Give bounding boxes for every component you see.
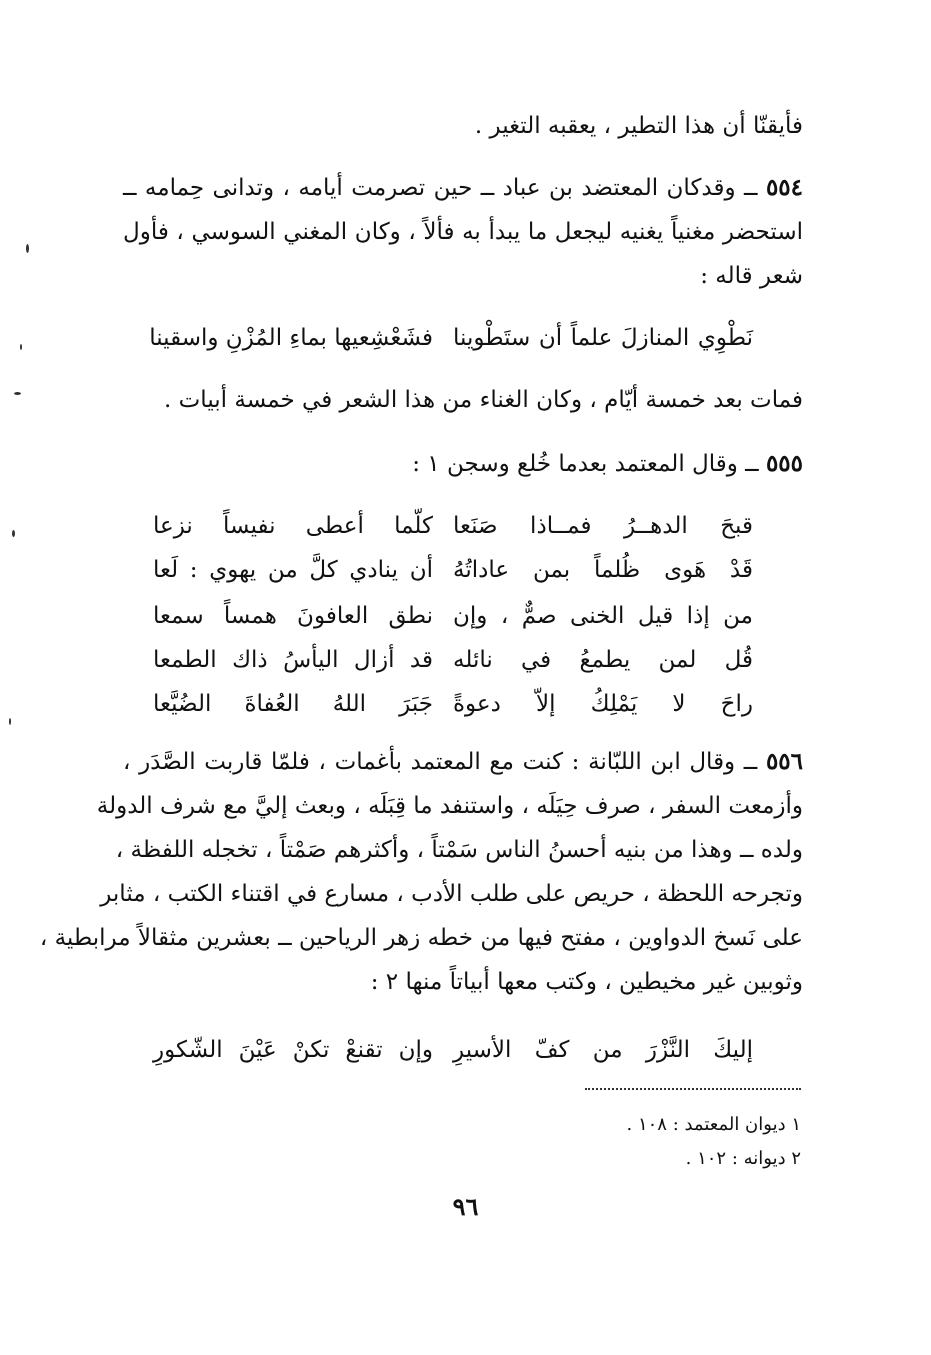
text-line-7: ٥٥٦ ــ وقال ابن اللبّانة : كنت مع المعتمد بأغمات ، فلمّا قاربت الصَّدَر ، bbox=[123, 748, 803, 775]
text-line-12: وثوبين غير مخيطين ، وكتب معها أبياتاً منها ٢ : bbox=[370, 969, 803, 995]
verse-second-hemistich: أن ينادي كلَّ من يهوي : لَعا bbox=[153, 557, 433, 583]
text-line-11: على نَسخ الدواوين ، مفتح فيها من خطه زهر الرياحين ــ بعشرين مثقالاً مرابطية ، bbox=[39, 925, 803, 951]
verse-second-hemistich: فشَعْشِعيها بماءِ المُزْنِ واسقينا bbox=[149, 325, 433, 351]
paragraph-number: ٥٥٤ bbox=[765, 174, 803, 201]
verse-second-hemistich: جَبَرَ اللهُ العُفاةَ الضُيَّعا bbox=[153, 691, 433, 717]
verse-line bbox=[153, 550, 753, 590]
verse-first-hemistich: قبحَ الدهــرُ فمــاذا صَنَعا bbox=[453, 513, 753, 539]
text-line-8: وأزمعت السفر ، صرف حِيَلَه ، واستنفد ما قِبَلَه ، وبعث إليَّ مع شرف الدولة bbox=[96, 793, 803, 819]
verse-second-hemistich: وإن تقنعْ تكنْ عَيْنَ الشّكورِ bbox=[153, 1037, 433, 1063]
scan-speck bbox=[14, 392, 21, 395]
text-line-3: استحضر مغنياً يغنيه ليجعل ما يبدأ به فألاً ، وكان المغني السوسي ، فأول bbox=[123, 219, 803, 245]
verse-second-hemistich: قد أزال اليأسُ ذاك الطمعا bbox=[153, 647, 433, 673]
verse-first-hemistich: قَدْ هَوى ظُلماً بمن عاداتُهُ bbox=[453, 557, 753, 583]
verse-line bbox=[153, 1030, 753, 1070]
verse-first-hemistich: إليكَ النَّزْرَ من كفّ الأسيرِ bbox=[453, 1037, 753, 1063]
verse-first-hemistich: نَطْوِي المنازلَ علماً أن ستَطْوينا bbox=[453, 325, 753, 351]
text-line-4: شعر قاله : bbox=[700, 263, 803, 289]
footnote: ٢ ديوانه : ١٠٢ . bbox=[685, 1148, 801, 1169]
footnote: ١ ديوان المعتمد : ١٠٨ . bbox=[626, 1114, 801, 1135]
verse-line bbox=[153, 506, 753, 546]
scan-speck bbox=[20, 344, 22, 350]
text-line-6: ٥٥٥ ــ وقال المعتمد بعدما خُلع وسجن ١ : bbox=[412, 450, 803, 477]
text-line-5: فمات بعد خمسة أيّام ، وكان الغناء من هذا الشعر في خمسة أبيات . bbox=[164, 387, 803, 413]
verse-first-hemistich: من إذا قيل الخنى صمٌّ ، وإن bbox=[453, 603, 753, 629]
verse-second-hemistich: نطق العافونَ همساً سمعا bbox=[153, 603, 433, 629]
verse-line bbox=[153, 684, 753, 724]
paragraph-number: ٥٥٦ bbox=[765, 748, 803, 775]
text-line-2: ٥٥٤ ــ وقدكان المعتضد بن عباد ــ حين تصرمت أيامه ، وتدانى حِمامه ــ bbox=[123, 174, 803, 201]
text-line-1: فأيقنّا أن هذا التطير ، يعقبه التغير . bbox=[474, 113, 803, 139]
verse-line bbox=[153, 596, 753, 636]
verse-second-hemistich: كلّما أعطى نفيساً نزعا bbox=[153, 513, 433, 539]
verse-first-hemistich: قُل لمن يطمعُ في نائله bbox=[453, 647, 753, 673]
verse-line bbox=[149, 318, 753, 358]
verse-first-hemistich: راحَ لا يَمْلِكُ إلاّ دعوةً bbox=[453, 691, 753, 717]
scan-speck bbox=[12, 530, 15, 537]
footnote-separator bbox=[585, 1088, 801, 1090]
text-line-9: ولده ــ وهذا من بنيه أحسنُ الناس سَمْتاً ، وأكثرهم صَمْتاً ، تخجله اللفظة ، bbox=[115, 837, 803, 863]
verse-line bbox=[153, 640, 753, 680]
scan-speck bbox=[9, 718, 11, 725]
text-line-10: وتجرحه اللحظة ، حريص على طلب الأدب ، مسارع في اقتناء الكتب ، مثابر bbox=[100, 881, 803, 907]
scan-speck bbox=[26, 244, 29, 253]
paragraph-number: ٥٥٥ bbox=[765, 450, 803, 477]
page-number: ٩٦ bbox=[452, 1192, 479, 1221]
